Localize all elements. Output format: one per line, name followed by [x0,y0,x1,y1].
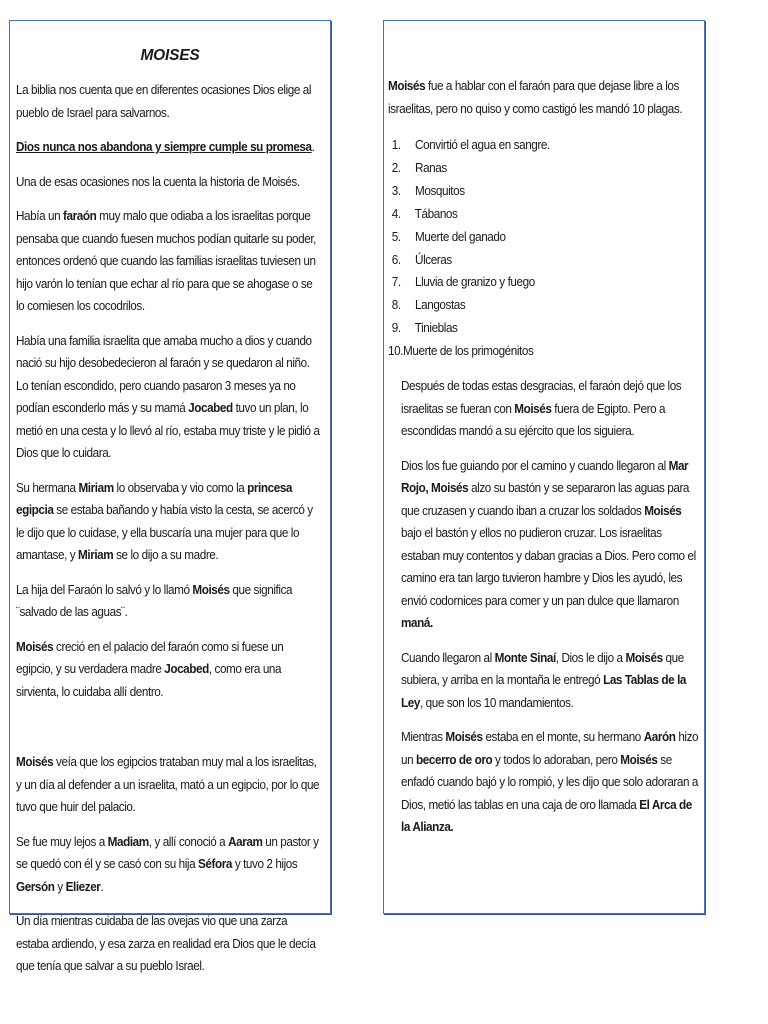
paragraph-text: , Dios le dijo a [555,650,626,665]
paragraph-text: Había un [16,209,64,223]
story-paragraph [16,330,322,465]
paragraph-text: veía que los egipcios trataban muy mal a los israelitas, y un día al defender a un israelita, mató a un egipcio, por lo que tuvo que huir del palacio. [16,755,320,814]
paragraph-spacer [16,715,324,751]
bold-text: Moisés [388,79,426,93]
promise-paragraph [16,136,322,159]
bold-text: Jocabed [188,401,233,415]
story-paragraph [388,375,702,443]
plague-item [388,226,680,249]
paragraph-text: , y allí conoció a [148,834,229,849]
underlined-bold-text: Dios nunca nos abandona y siempre cumple su promesa [16,140,312,154]
paragraph-text: bajo el bastón y ellos no pudieron cruzar. Los israelitas estaban muy contentos y daban gracias a Dios. Pero como el camino era tan largo tuvieron hambre y Dios les ayudó, les envió codornices para comer y un pan dulce que llamaron [401,526,696,608]
story-paragraph [16,79,322,124]
bold-text: Gersón [16,879,55,894]
plague-text: Muerte del ganado [415,229,506,244]
plague-number: 3. [391,183,401,198]
plague-number: 2. [391,160,401,175]
paragraph-text: Dios los fue guiando por el camino y cuando llegaron al [401,458,669,473]
plague-number: 5. [391,229,401,244]
plague-text: Muerte de los primogénitos [403,344,534,359]
paragraph-text: . [100,879,104,894]
story-paragraph [16,205,322,318]
plague-number: 9. [391,321,401,336]
paragraph-text: lo observaba y vio como la [113,480,248,495]
paragraph-text: un pastor y se quedó con él y se casó con su hija [16,834,319,871]
paragraph-text: Después de todas estas desgracias, el faraón dejó que los israelitas se fueran con [401,379,682,416]
bold-text: Aaram [228,834,263,849]
paragraph-text: Una de esas ocasiones nos la cuenta la historia de Moisés. [16,174,300,189]
plague-number: 4. [391,206,401,221]
plague-number: 6. [391,252,401,267]
bold-text: Séfora [198,857,232,871]
story-paragraph [16,910,322,978]
paragraph-text: se estaba bañando y había visto la cesta, se acercó y le dijo que lo cuidase, y ella buscaría una mujer para que lo amantase, y [16,503,313,562]
paragraph-text: , como era una sirvienta, lo cuidaba allí dentro. [16,662,282,699]
story-paragraph [388,726,702,839]
story-paragraph [16,751,322,819]
story-paragraph [16,636,322,704]
plague-item [388,340,680,363]
paragraph-text: y tuvo 2 hijos [231,857,298,871]
paragraph-text: Había una familia israelita que amaba mucho a dios y cuando nació su hijo desobedecieron al faraón y se quedaron al niño. Lo tenían escondido, pero cuando pasaron 3 meses ya no podían esconderlo más y su mamá [16,333,312,415]
paragraph-text: que subiera, y arriba en la montaña le entregó [401,650,684,688]
story-paragraph [16,171,322,194]
bold-text: Moisés [16,639,54,654]
paragraph-text: Mientras [401,730,446,745]
plague-text: Langostas [415,298,466,313]
story-paragraph [16,831,322,899]
left-page-panel [9,20,331,973]
plague-number: 1. [391,138,401,152]
plague-item [388,203,680,226]
paragraph-text: . [311,140,315,154]
bold-text: Moisés [625,650,663,665]
paragraph-text: , que son los 10 mandamientos. [419,695,574,710]
paragraph-text: tuvo un plan, lo metió en una cesta y lo llevó al río, estaba muy triste y le pidió a Dios que lo cuidara. [16,401,320,460]
bold-text: Aarón [643,730,676,745]
page-title: MOISES [140,47,200,64]
plague-text: Lluvia de granizo y fuego [415,275,535,290]
paragraph-text: Se fue muy lejos a [16,834,108,849]
plague-item [388,157,680,180]
paragraph-text: alzo su bastón y se separaron las aguas para que cruzasen y cuando iban a cruzar los soldados [401,481,690,518]
plague-item [388,249,680,272]
plague-text: Convirtió el agua en sangre. [415,138,550,152]
paragraph-text: Un día mientras cuidaba de las ovejas vio que una zarza estaba ardiendo, y esa zarza en realidad era Dios que le decía que tenía que salvar a su pueblo Israel. [16,914,316,973]
plague-item [388,317,680,340]
story-paragraph [16,477,322,567]
intro-paragraph [388,75,689,120]
plague-item [388,134,680,157]
bold-text: Las Tablas de la Ley [401,673,687,710]
bold-text: El Arca de la Alianza. [401,797,692,835]
bold-text: Moisés [192,582,230,597]
plague-number: 8. [391,298,401,313]
plague-text: Úlceras [415,252,452,267]
bold-text: Madiam [107,834,149,849]
paragraph-text: hizo un [401,730,699,767]
bold-text: maná. [401,616,433,631]
paragraph-text: estaba en el monte, su hermano [482,730,644,745]
story-paragraph [388,455,702,635]
plague-text: Ranas [415,160,447,175]
bold-text: Miriam [78,480,114,495]
paragraph-text: se lo dijo a su madre. [113,548,219,562]
story-paragraph [388,647,702,715]
bold-text: Jocabed [164,662,209,676]
bold-text: Monte Sinaí [494,650,556,665]
paragraph-text: Su hermana [16,480,79,495]
right-page-panel [383,20,705,914]
bold-text: Eliezer [65,879,101,894]
paragraph-text: se enfadó cuando bajó y lo rompió, y les dijo que solo adoraran a Dios, metió las tablas en una caja de oro llamada [401,752,699,812]
paragraph-text: que significa ¨salvado de las aguas¨. [16,582,293,619]
bold-text: Moisés [620,752,658,767]
bold-text: Moisés [431,481,469,496]
bold-text: Mar Rojo, [401,458,689,496]
plague-item [388,180,680,203]
paragraph-text: Cuando llegaron al [401,650,495,665]
bold-text: Moisés [445,730,483,745]
bold-text: Moisés [514,401,552,416]
paragraph-text: fuera de Egipto. Pero a escondidas mandó a su ejército que los siguiera. [401,401,666,439]
plague-text: Tinieblas [414,321,458,336]
plague-item [388,294,680,317]
story-paragraph [16,579,322,624]
plague-text: Mosquitos [415,183,465,198]
paragraph-text: fue a hablar con el faraón para que dejase libre a los israelitas, pero no quiso y como castigó les mandó 10 plagas. [388,79,683,116]
plague-item [388,271,680,294]
bold-text: Moisés [16,755,54,769]
paragraph-text: La biblia nos cuenta que en diferentes ocasiones Dios elige al pueblo de Israel para salvarnos. [16,83,312,120]
paragraph-text: creció en el palacio del faraón como si fuese un egipcio, y su verdadera madre [16,639,284,676]
bold-text: Moisés [644,503,682,518]
bold-text: becerro de oro [416,752,493,767]
plagues-list [388,134,702,363]
paragraph-text: La hija del Faraón lo salvó y lo llamó [16,582,193,597]
plague-number: 10. [388,344,404,359]
paragraph-text: muy malo que odiaba a los israelitas porque pensaba que cuando fuesen muchos podían quitarle su poder, entonces ordenó que cuando las familias israelitas tuviesen un hijo varón lo tenían que echar al río para que se ahogase o se lo comiesen los cocodrilos. [16,209,317,313]
bold-text: faraón [63,209,97,223]
bold-text: princesa egipcia [16,480,293,517]
paragraph-text: y todos lo adoraban, pero [492,752,621,767]
bold-text: Miriam [78,548,114,562]
plague-number: 7. [391,275,401,290]
paragraph-text: y [54,879,66,894]
plague-text: Tábanos [414,206,458,221]
